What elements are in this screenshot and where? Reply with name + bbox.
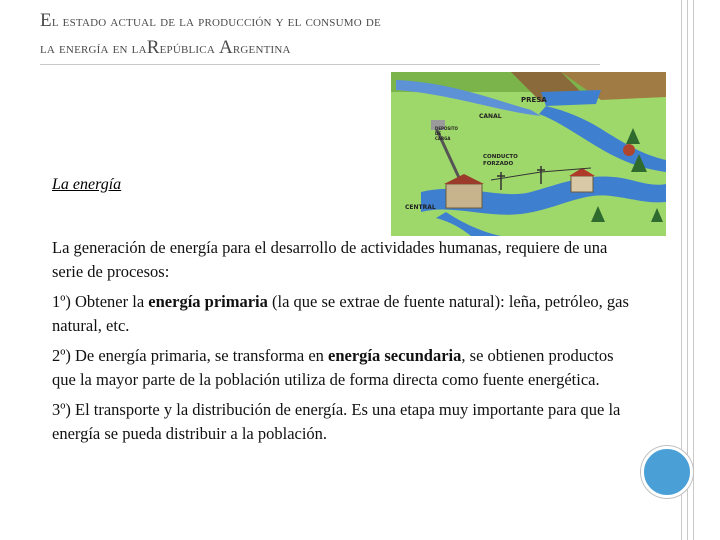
title-underline bbox=[40, 64, 600, 65]
decorative-circle bbox=[641, 446, 693, 498]
intro-paragraph: La generación de energía para el desarrollo de actividades humanas, requiere de una serie de procesos: bbox=[52, 238, 608, 281]
slide-title bbox=[40, 8, 640, 62]
point-3: 3º) El transporte y la distribución de energía. Es una etapa muy importante para que la energía se pueda distribuir a la población. bbox=[52, 400, 621, 443]
label-conducto-1: CONDUCTO bbox=[483, 154, 518, 160]
label-deposito-3: CARGA bbox=[435, 136, 451, 141]
label-deposito-1: DEPÓSITO bbox=[435, 126, 458, 131]
label-presa: PRESA bbox=[521, 96, 547, 104]
subheading: La energía bbox=[52, 176, 122, 193]
label-deposito-2: DE bbox=[435, 131, 442, 136]
point-1: 1º) Obtener la energía primaria (la que se extrae de fuente natural): leña, petróleo, gas natural, etc. bbox=[52, 292, 629, 335]
point-2: 2º) De energía primaria, se transforma en energía secundaria, se obtienen productos que la mayor parte de la población utiliza de forma directa como fuente energética. bbox=[52, 346, 614, 389]
label-central: CENTRAL bbox=[405, 204, 436, 211]
title-line-1: El estado actual de la producción y el consumo de bbox=[40, 10, 381, 31]
label-conducto-2: FORZADO bbox=[483, 161, 514, 167]
body-text bbox=[52, 236, 632, 452]
title-line-2: la energía en laRepública Argentina bbox=[40, 37, 291, 58]
label-canal: CANAL bbox=[479, 113, 502, 120]
margin-rule-3 bbox=[693, 0, 694, 540]
hydro-plant-illustration bbox=[391, 72, 666, 236]
